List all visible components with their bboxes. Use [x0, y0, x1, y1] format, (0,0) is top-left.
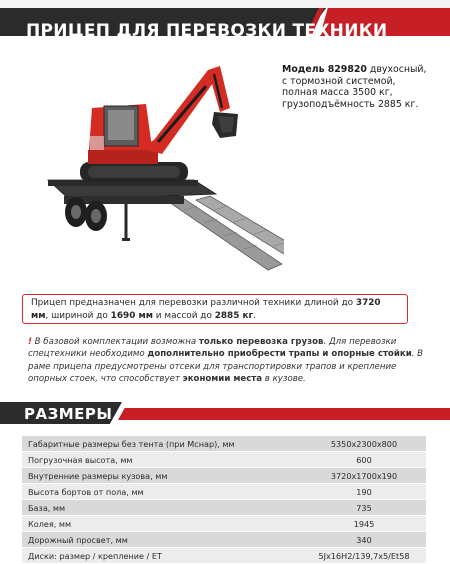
warning-mark: !	[28, 337, 32, 347]
configuration-note	[28, 336, 428, 385]
spec-value: 5Jx16H2/139,7x5/Et58	[302, 548, 426, 564]
spec-value: 340	[302, 532, 426, 548]
table-row	[22, 436, 426, 452]
spec-label: Колея, мм	[22, 516, 302, 532]
purpose-text-3: и массой до	[152, 310, 215, 321]
spec-label: Погрузочная высота, мм	[22, 452, 302, 468]
spec-value: 735	[302, 500, 426, 516]
note-text-2: . Для перевозки спецтехники необходимо	[28, 337, 397, 360]
purpose-length: 3720 мм	[31, 298, 381, 321]
note-text-1: В базовой комплектации возможна	[31, 337, 199, 347]
sizes-accent-bar	[118, 408, 450, 420]
table-row	[22, 452, 426, 468]
table-row	[22, 532, 426, 548]
purpose-text-2: , шириной до	[45, 310, 111, 321]
dimensions-table	[22, 436, 426, 564]
sizes-header	[0, 402, 450, 428]
model-line-1-text: двухосный,	[366, 64, 427, 75]
spec-label: Высота бортов от пола, мм	[22, 484, 302, 500]
spec-label: Диски: размер / крепление / ET	[22, 548, 302, 564]
page-title: ПРИЦЕП ДЛЯ ПЕРЕВОЗКИ ТЕХНИКИ	[26, 21, 388, 41]
spec-value: 3720x1700x190	[302, 468, 426, 484]
header-band	[0, 8, 450, 41]
note-text-4: в кузове.	[262, 373, 306, 384]
model-line-4: грузоподъёмность 2885 кг.	[282, 98, 419, 110]
purpose-box	[22, 294, 408, 324]
note-emphasis-2: дополнительно приобрести трапы и опорные стойки	[147, 349, 412, 360]
spec-label: Внутренние размеры кузова, мм	[22, 468, 302, 484]
spec-label: База, мм	[22, 500, 302, 516]
model-line-2: с тормозной системой,	[282, 75, 396, 87]
purpose-text-1: Прицеп предназначен для перевозки различной техники длиной до	[31, 298, 356, 308]
model-line-3: полная масса 3500 кг,	[282, 87, 393, 99]
note-text-3: . В раме прицепа предусмотрены отсеки для транспортировки трапов и крепление опорных стоек, что способствует	[28, 349, 424, 384]
excavator-on-trailer-image	[44, 50, 284, 280]
purpose-mass: 2885 кг	[214, 310, 254, 321]
table-row	[22, 548, 426, 564]
model-description	[282, 64, 444, 110]
purpose-text-4: .	[253, 310, 256, 321]
top-strip	[0, 0, 450, 8]
table-row	[22, 468, 426, 484]
spec-value: 5350x2300x800	[302, 436, 426, 452]
model-line-1	[282, 64, 444, 76]
spec-label: Габаритные размеры без тента (при Мснар), мм	[22, 436, 302, 452]
purpose-width: 1690 мм	[110, 310, 153, 321]
spec-value: 190	[302, 484, 426, 500]
spec-label: Дорожный просвет, мм	[22, 532, 302, 548]
spec-value: 1945	[302, 516, 426, 532]
table-row	[22, 500, 426, 516]
note-emphasis-3: экономии места	[182, 373, 263, 384]
model-name: Модель 829820	[282, 64, 367, 75]
sizes-title: РАЗМЕРЫ	[24, 405, 113, 423]
spec-value: 600	[302, 452, 426, 468]
note-emphasis-1: только перевозка грузов	[198, 337, 324, 347]
table-row	[22, 484, 426, 500]
table-row	[22, 516, 426, 532]
